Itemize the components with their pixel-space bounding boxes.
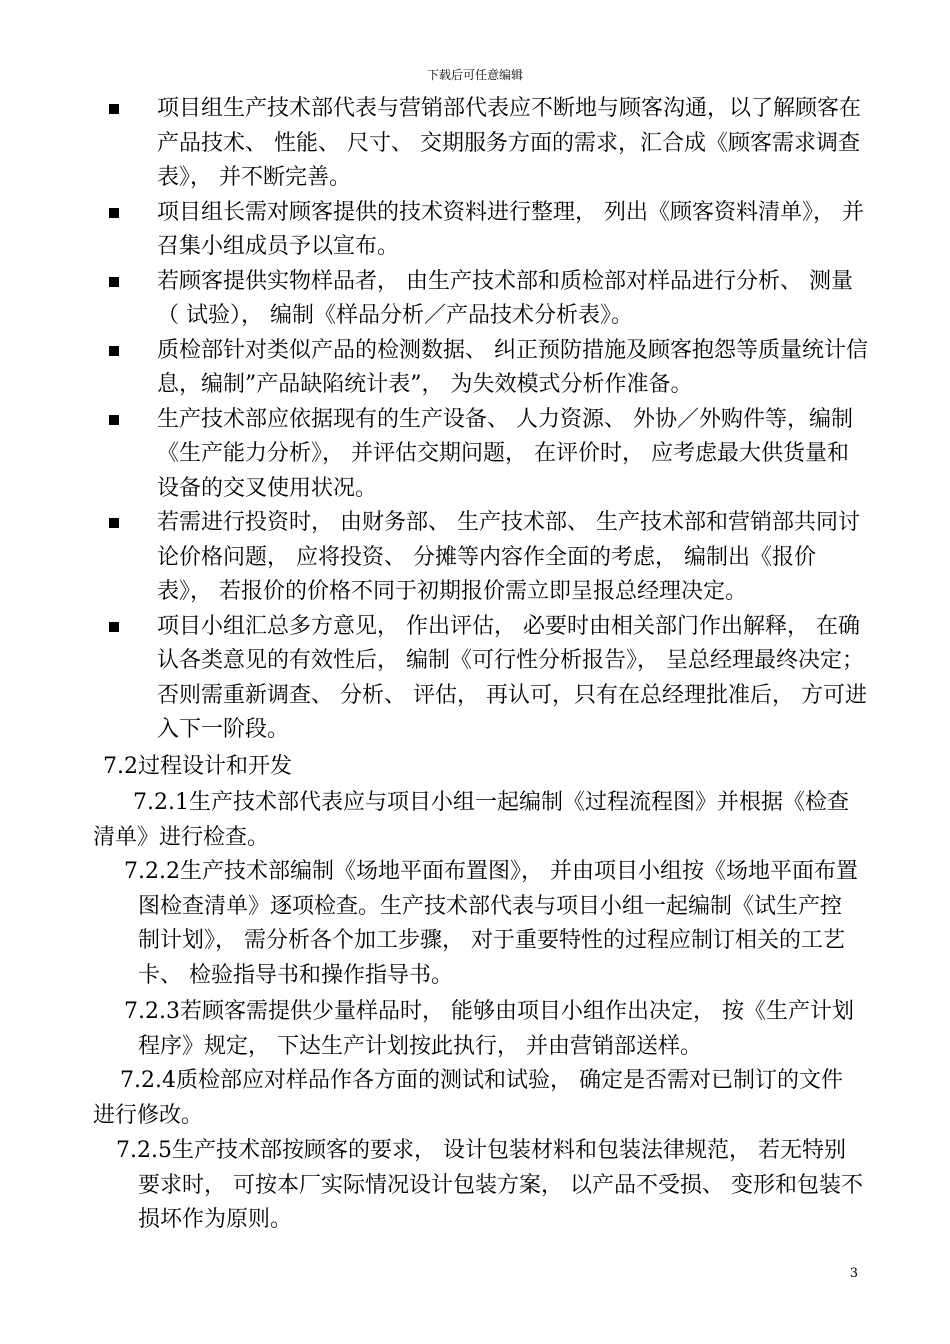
paragraph-text: 7.2.3若顾客需提供少量样品时， 能够由项目小组作出决定， 按《生产计划程序》规定， 下达生产计划按此执行， 并由营销部送样。 bbox=[124, 999, 854, 1059]
bullet-item bbox=[0, 196, 950, 265]
paragraph-7-2-3 bbox=[124, 995, 863, 1064]
bullet-text: 项目组生产技术部代表与营销部代表应不断地与顾客沟通，以了解顾客在产品技术、 性能、 尺寸、 交期服务方面的需求，汇合成《顾客需求调查表》， 并不断完善。 bbox=[157, 96, 862, 190]
paragraph-7-2-1 bbox=[93, 786, 863, 855]
square-bullet-icon bbox=[109, 208, 119, 218]
square-bullet-icon bbox=[109, 622, 119, 632]
square-bullet-icon bbox=[109, 518, 119, 528]
page-header: 下载后可任意编辑 bbox=[426, 68, 523, 82]
section-heading: 7.2过程设计和开发 bbox=[103, 754, 292, 779]
bullet-text: 项目组长需对顾客提供的技术资料进行整理， 列出《顾客资料清单》， 并召集小组成员予以宣布。 bbox=[157, 199, 864, 259]
bullet-text: 若需进行投资时， 由财务部、 生产技术部、 生产技术部和营销部共同讨论价格问题， 应将投资、 分摊等内容作全面的考虑， 编制出《报价表》， 若报价的价格不同于初期报价需立即呈报总经理决定。 bbox=[157, 510, 860, 604]
bullet-item bbox=[0, 334, 950, 403]
bullet-item bbox=[0, 610, 950, 748]
paragraph-text: 7.2.5生产技术部按顾客的要求， 设计包装材料和包装法律规范， 若无特别要求时， 可按本厂实际情况设计包装方案， 以产品不受损、 变形和包装不损坏作为原则。 bbox=[116, 1138, 863, 1232]
square-bullet-icon bbox=[109, 415, 119, 425]
bullet-item bbox=[0, 403, 950, 507]
paragraph-text: 7.2.4质检部应对样品作各方面的测试和试验， 确定是否需对已制订的文件进行修改。 bbox=[93, 1068, 843, 1128]
bullet-text: 生产技术部应依据现有的生产设备、 人力资源、 外协／外购件等，编制《生产能力分析》， 并评估交期问题， 在评价时， 应考虑最大供货量和设备的交叉使用状况。 bbox=[157, 406, 853, 501]
bullet-text: 若顾客提供实物样品者， 由生产技术部和质检部对样品进行分析、 测量（ 试验）， 编制《样品分析／产品技术分析表》。 bbox=[157, 268, 853, 328]
bullet-list bbox=[0, 92, 950, 748]
bullet-item bbox=[0, 92, 950, 196]
bullet-item bbox=[0, 506, 950, 610]
paragraph-7-2-2 bbox=[124, 855, 863, 993]
paragraph-text: 7.2.2生产技术部编制《场地平面布置图》， 并由项目小组按《场地平面布置图检查清单》逐项检查。生产技术部代表与项目小组一起编制《试生产控制计划》， 需分析各个加工步骤， 对于重要特性的过程应制订相关的工艺卡、 检验指导书和操作指导书。 bbox=[124, 859, 858, 988]
bullet-text: 质检部针对类似产品的检测数据、 纠正预防措施及顾客抱怨等质量统计信息，编制”产品缺陷统计表”， 为失效模式分析作准备。 bbox=[157, 337, 868, 397]
page-number: 3 bbox=[849, 1266, 858, 1281]
paragraph-7-2-4 bbox=[93, 1064, 863, 1133]
paragraph-text: 7.2.1生产技术部代表应与项目小组一起编制《过程流程图》并根据《检查清单》进行检查。 bbox=[93, 790, 849, 850]
paragraph-7-2-5 bbox=[116, 1134, 863, 1238]
bullet-text: 项目小组汇总多方意见， 作出评估， 必要时由相关部门作出解释， 在确认各类意见的有效性后， 编制《可行性分析报告》， 呈总经理最终决定；否则需重新调查、 分析、 评估， 再认可，只有在总经理批准后， 方可进入下一阶段。 bbox=[157, 613, 867, 742]
square-bullet-icon bbox=[109, 277, 119, 287]
square-bullet-icon bbox=[109, 104, 119, 114]
square-bullet-icon bbox=[109, 346, 119, 356]
bullet-item bbox=[0, 265, 950, 334]
